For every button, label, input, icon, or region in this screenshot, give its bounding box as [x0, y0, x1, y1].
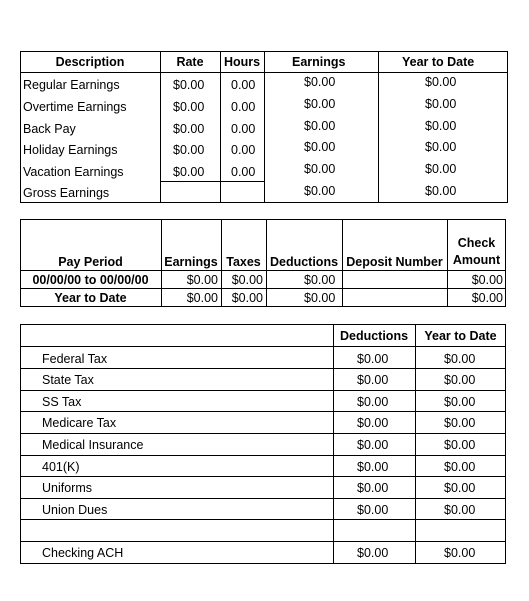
deduction-label: State Tax — [42, 373, 94, 387]
pay-summary-header-deposit-number: Deposit Number — [346, 255, 443, 269]
deduction-label: Checking ACH — [42, 546, 124, 560]
earnings-row-description: Vacation Earnings — [23, 165, 124, 179]
pay-summary-deductions: $0.00 — [304, 273, 336, 287]
earnings-header-earnings: Earnings — [292, 55, 346, 69]
earnings-row-earnings: $0.00 — [304, 184, 336, 198]
deductions-row-line — [20, 368, 506, 369]
earnings-header-description: Description — [55, 55, 125, 69]
deductions-row-line — [20, 433, 506, 434]
earnings-row-hours: 0.00 — [231, 165, 256, 179]
deduction-label: Federal Tax — [42, 352, 108, 366]
earnings-row-rate: $0.00 — [173, 143, 205, 157]
deductions-header-deductions: Deductions — [339, 329, 409, 343]
pay-summary-check-amount: $0.00 — [471, 273, 503, 287]
earnings-row-rate: $0.00 — [173, 122, 205, 136]
earnings-row-description: Regular Earnings — [23, 78, 120, 92]
pay-summary-row-divider — [20, 288, 506, 289]
earnings-row-ytd: $0.00 — [425, 184, 457, 198]
deduction-ytd: $0.00 — [444, 352, 476, 366]
pay-summary-header-amount: Amount — [452, 253, 501, 267]
pay-summary-header-divider — [20, 270, 506, 271]
deduction-ytd: $0.00 — [444, 460, 476, 474]
deduction-amount: $0.00 — [357, 438, 389, 452]
deduction-ytd: $0.00 — [444, 546, 476, 560]
gross-row-divider — [160, 181, 265, 182]
pay-summary-earnings: $0.00 — [186, 273, 218, 287]
earnings-header-rate: Rate — [176, 55, 204, 69]
pay-summary-header-check: Check — [457, 236, 496, 250]
pay-summary-header-deductions: Deductions — [269, 255, 339, 269]
earnings-row-ytd: $0.00 — [425, 97, 457, 111]
earnings-row-earnings: $0.00 — [304, 97, 336, 111]
deduction-ytd: $0.00 — [444, 481, 476, 495]
deductions-row-line — [20, 519, 506, 520]
deduction-amount: $0.00 — [357, 416, 389, 430]
deductions-header-ytd: Year to Date — [424, 329, 497, 343]
deductions-row-line — [20, 455, 506, 456]
pay-summary-taxes: $0.00 — [231, 291, 263, 305]
earnings-col-divider — [378, 51, 379, 203]
deduction-amount: $0.00 — [357, 546, 389, 560]
deduction-ytd: $0.00 — [444, 373, 476, 387]
deduction-amount: $0.00 — [357, 373, 389, 387]
earnings-row-ytd: $0.00 — [425, 140, 457, 154]
deductions-row-line — [20, 476, 506, 477]
deduction-amount: $0.00 — [357, 481, 389, 495]
deduction-ytd: $0.00 — [444, 438, 476, 452]
deduction-amount: $0.00 — [357, 503, 389, 517]
earnings-header-ytd: Year to Date — [402, 55, 475, 69]
earnings-row-rate: $0.00 — [173, 165, 205, 179]
deductions-row-line — [20, 411, 506, 412]
pay-summary-header-taxes: Taxes — [226, 255, 261, 269]
deductions-row-line — [20, 541, 506, 542]
pay-summary-taxes: $0.00 — [231, 273, 263, 287]
earnings-row-hours: 0.00 — [231, 143, 256, 157]
pay-summary-check-amount: $0.00 — [471, 291, 503, 305]
earnings-row-description: Gross Earnings — [23, 186, 110, 200]
earnings-row-description: Overtime Earnings — [23, 100, 127, 114]
pay-summary-deductions: $0.00 — [304, 291, 336, 305]
deduction-ytd: $0.00 — [444, 395, 476, 409]
pay-summary-header-pay-period: Pay Period — [58, 255, 123, 269]
earnings-row-hours: 0.00 — [231, 78, 256, 92]
pay-summary-earnings: $0.00 — [186, 291, 218, 305]
earnings-row-description: Holiday Earnings — [23, 143, 118, 157]
earnings-row-earnings: $0.00 — [304, 162, 336, 176]
pay-summary-header-earnings: Earnings — [164, 255, 218, 269]
earnings-row-earnings: $0.00 — [304, 75, 336, 89]
deductions-row-line — [20, 498, 506, 499]
earnings-header-hours: Hours — [223, 55, 261, 69]
earnings-row-description: Back Pay — [23, 122, 76, 136]
earnings-row-ytd: $0.00 — [425, 162, 457, 176]
deduction-label: SS Tax — [42, 395, 82, 409]
earnings-row-earnings: $0.00 — [304, 119, 336, 133]
deductions-col-divider — [415, 324, 416, 564]
deduction-amount: $0.00 — [357, 352, 389, 366]
deduction-label: 401(K) — [42, 460, 80, 474]
pay-period-dates: 00/00/00 to 00/00/00 — [32, 273, 149, 287]
deduction-amount: $0.00 — [357, 395, 389, 409]
deductions-row-line — [20, 346, 506, 347]
deduction-ytd: $0.00 — [444, 416, 476, 430]
earnings-row-ytd: $0.00 — [425, 75, 457, 89]
deduction-amount: $0.00 — [357, 460, 389, 474]
deduction-label: Union Dues — [42, 503, 108, 517]
earnings-row-rate: $0.00 — [173, 78, 205, 92]
pay-summary-ytd-label: Year to Date — [54, 291, 127, 305]
deduction-label: Medical Insurance — [42, 438, 144, 452]
deductions-row-line — [20, 390, 506, 391]
earnings-row-hours: 0.00 — [231, 122, 256, 136]
earnings-row-rate: $0.00 — [173, 100, 205, 114]
earnings-row-hours: 0.00 — [231, 100, 256, 114]
earnings-row-earnings: $0.00 — [304, 140, 336, 154]
deduction-label: Uniforms — [42, 481, 93, 495]
deduction-label: Medicare Tax — [42, 416, 117, 430]
earnings-row-ytd: $0.00 — [425, 119, 457, 133]
deductions-col-divider — [333, 324, 334, 564]
deduction-ytd: $0.00 — [444, 503, 476, 517]
